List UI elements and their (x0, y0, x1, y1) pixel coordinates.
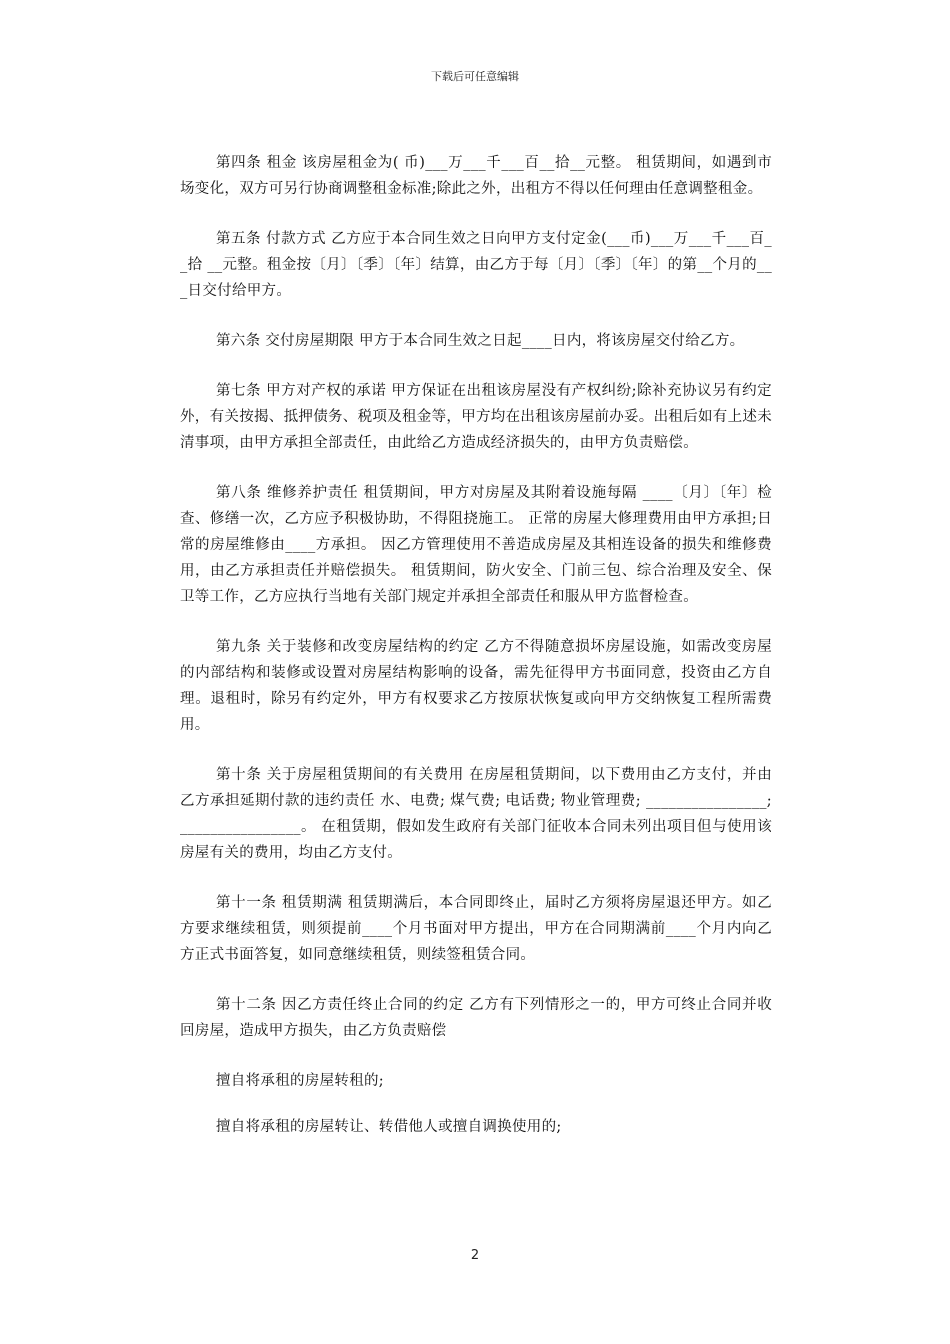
clause-9-renovation: 第九条 关于装修和改变房屋结构的约定 乙方不得随意损坏房屋设施，如需改变房屋的内部结构和装修或设置对房屋结构影响的设备，需先征得甲方书面同意，投资由乙方自理。退租时，除另有约定外，甲方有权要求乙方按原状恢复或向甲方交纳恢复工程所需费用。 (180, 639, 772, 733)
page-header: 下载后可任意编辑 (431, 70, 519, 83)
clause-11-lease-expiry: 第十一条 租赁期满 租赁期满后，本合同即终止，届时乙方须将房屋退还甲方。如乙方要求继续租赁，则须提前____个月书面对甲方提出，甲方在合同期满前____个月内向乙方正式书面答复，如同意继续租赁，则续签租赁合同。 (180, 895, 772, 963)
clause-7-property-rights: 第七条 甲方对产权的承诺 甲方保证在出租该房屋没有产权纠纷;除补充协议另有约定外，有关按揭、抵押债务、税项及租金等，甲方均在出租该房屋前办妥。出租后如有上述未清事项，由甲方承担全部责任，由此给乙方造成经济损失的，由甲方负责赔偿。 (180, 383, 772, 451)
clause-8-maintenance: 第八条 维修养护责任 租赁期间，甲方对房屋及其附着设施每隔 ____〔月〕〔年〕检查、修缮一次，乙方应予积极协助，不得阻挠施工。 正常的房屋大修理费用由甲方承担;日常的房屋维修由____方承担。 因乙方管理使用不善造成房屋及其相连设备的损失和维修费用，由乙方承担责任并赔偿损失。 租赁期间，防火安全、门前三包、综合治理及安全、保卫等工作，乙方应执行当地有关部门规定并承担全部责任和服从甲方监督检查。 (180, 485, 772, 605)
document-body (180, 150, 772, 1160)
clause-10-expenses: 第十条 关于房屋租赁期间的有关费用 在房屋租赁期间，以下费用由乙方支付，并由乙方承担延期付款的违约责任 水、电费; 煤气费; 电话费; 物业管理费; ________________; ________________。 在租赁期，假如发生政府有关部门征收本合同未列出项目但与使用该房屋有关的费用，均由乙方支付。 (180, 767, 772, 861)
clause-5-payment-method: 第五条 付款方式 乙方应于本合同生效之日向甲方支付定金(___币)___万___千___百__拾 __元整。租金按〔月〕〔季〕〔年〕结算，由乙方于每〔月〕〔季〕〔年〕的第__个月的___日交付给甲方。 (180, 231, 772, 299)
termination-item-transfer: 擅自将承租的房屋转让、转借他人或擅自调换使用的; (216, 1119, 562, 1135)
clause-4-rent: 第四条 租金 该房屋租金为( 币)___万___千___百__拾__元整。 租赁期间，如遇到市场变化，双方可另行协商调整租金标准;除此之外，出租方不得以任何理由任意调整租金。 (180, 155, 772, 197)
clause-12-termination: 第十二条 因乙方责任终止合同的约定 乙方有下列情形之一的，甲方可终止合同并收回房屋，造成甲方损失，由乙方负责赔偿 (180, 997, 772, 1039)
clause-6-delivery-period: 第六条 交付房屋期限 甲方于本合同生效之日起____日内，将该房屋交付给乙方。 (216, 333, 745, 349)
page-number: 2 (470, 1248, 480, 1263)
termination-item-sublet: 擅自将承租的房屋转租的; (216, 1073, 384, 1089)
